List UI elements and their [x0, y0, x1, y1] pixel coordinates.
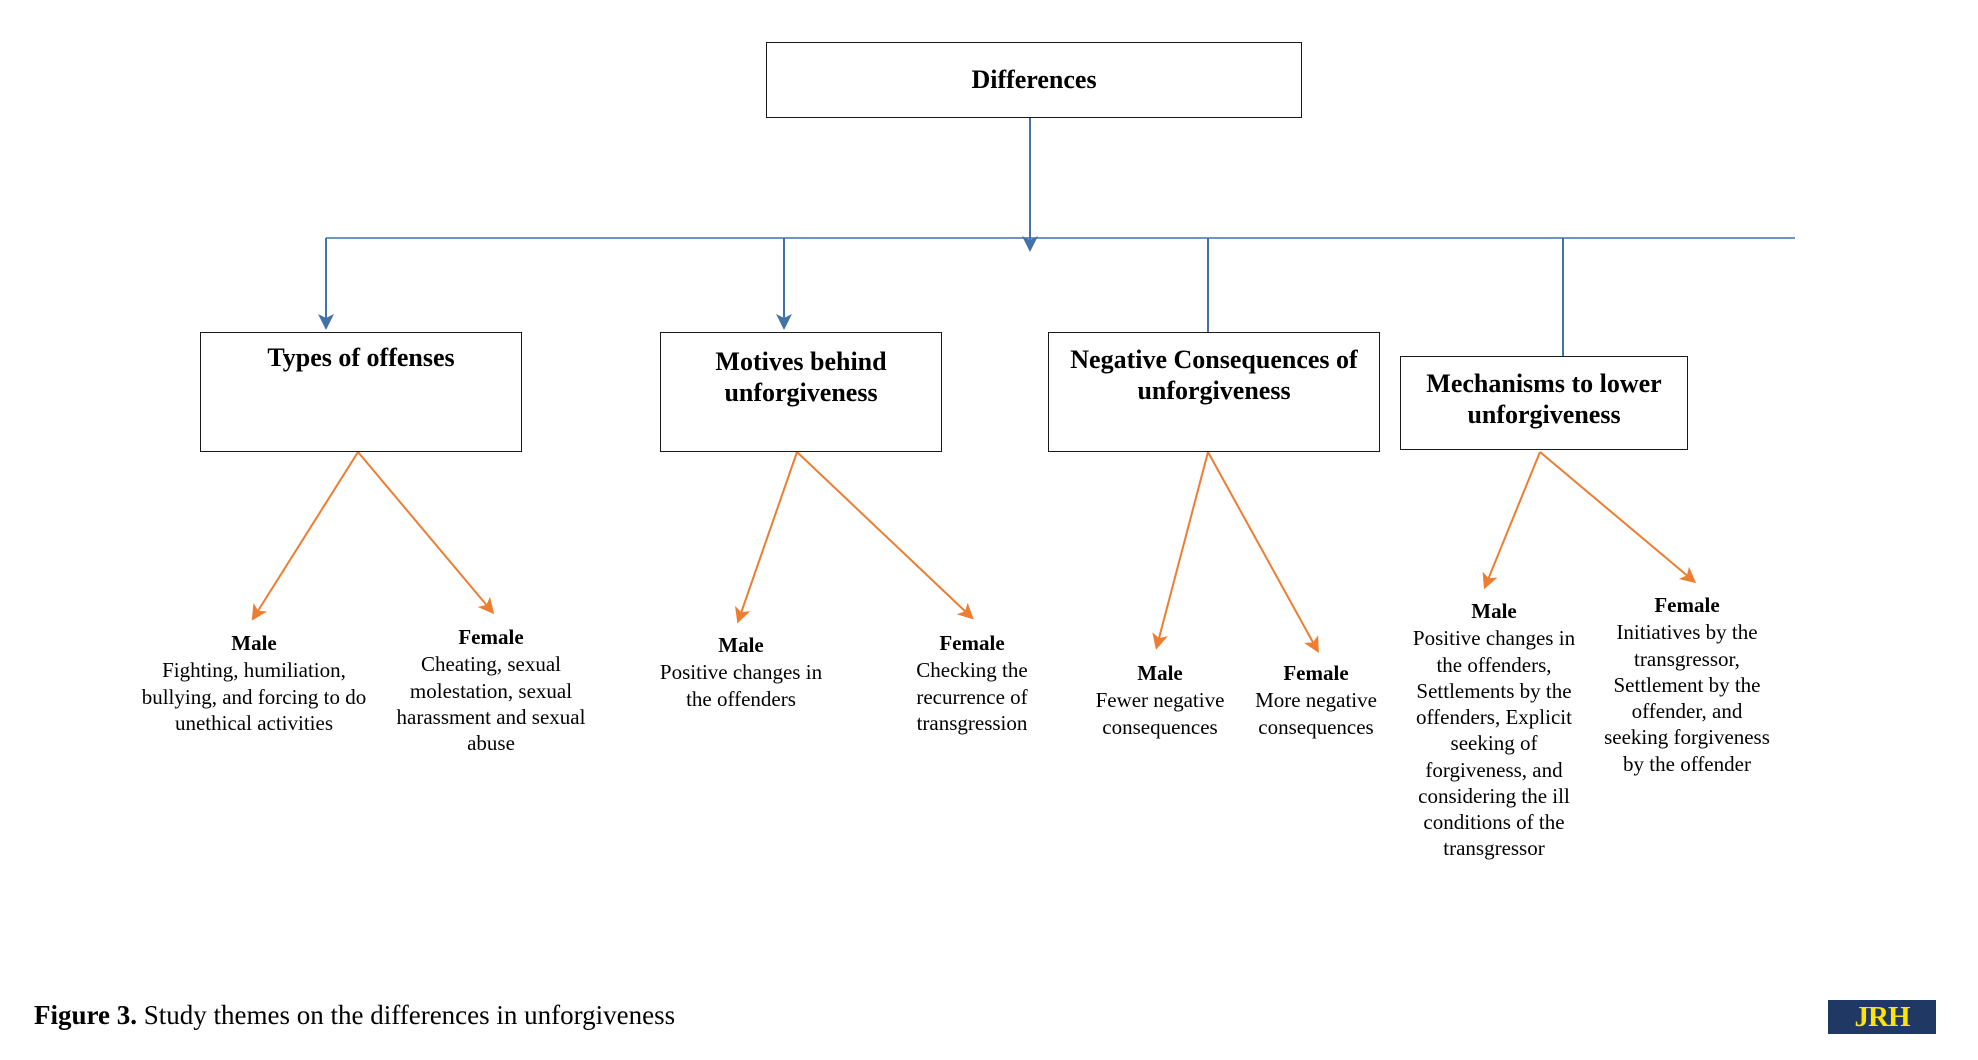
leaf-text: Positive changes in the offenders, Settlements by the offenders, Explicit seeking of forgiveness, and considering the ill conditions of the transgressor: [1412, 626, 1576, 861]
leaf-title: Female: [1654, 593, 1720, 617]
node-branch-negative-consequences: [1048, 332, 1380, 452]
leaf-title: Female: [458, 625, 524, 649]
leaf-text: More negative consequences: [1255, 688, 1377, 739]
leaf-title: Male: [1137, 661, 1183, 685]
node-branch-types-of-offenses: [200, 332, 522, 452]
figure-caption-label: Figure 3.: [34, 1000, 137, 1030]
node-branch-label: Types of offenses: [267, 343, 455, 372]
leaf-text: Cheating, sexual molestation, sexual harassment and sexual abuse: [396, 652, 586, 755]
leaf-text: Fighting, humiliation, bullying, and forcing to do unethical activities: [141, 658, 367, 735]
node-branch-label: Mechanisms to lower unforgiveness: [1426, 369, 1662, 429]
node-branch-mechanisms: [1400, 356, 1688, 450]
leaf-mechanisms-male: [1404, 598, 1584, 862]
leaf-text: Positive changes in the offenders: [659, 660, 823, 711]
figure-caption: [34, 1000, 675, 1031]
leaf-consequences-male: [1086, 660, 1234, 740]
leaf-motives-male: [648, 632, 834, 712]
leaf-title: Male: [231, 631, 277, 655]
figure-caption-text: Study themes on the differences in unforgiveness: [137, 1000, 676, 1030]
leaf-mechanisms-female: [1602, 592, 1772, 777]
node-branch-label: Negative Consequences of unforgiveness: [1070, 345, 1358, 405]
leaf-consequences-female: [1240, 660, 1392, 740]
leaf-title: Male: [718, 633, 764, 657]
leaf-text: Fewer negative consequences: [1095, 688, 1225, 739]
leaf-title: Female: [939, 631, 1005, 655]
journal-logo: [1828, 1000, 1936, 1034]
leaf-title: Male: [1471, 599, 1517, 623]
leaf-motives-female: [895, 630, 1049, 736]
node-root: [766, 42, 1302, 118]
leaf-text: Initiatives by the transgressor, Settlement by the offender, and seeking forgiveness by the offender: [1604, 620, 1770, 776]
node-root-label: Differences: [971, 64, 1097, 94]
leaf-types-male: [124, 630, 384, 736]
leaf-text: Checking the recurrence of transgression: [916, 658, 1028, 735]
node-branch-motives: [660, 332, 942, 452]
leaf-title: Female: [1283, 661, 1349, 685]
node-branch-label: Motives behind unforgiveness: [715, 347, 887, 407]
leaf-types-female: [385, 624, 597, 756]
journal-logo-text: JRH: [1854, 1000, 1910, 1033]
